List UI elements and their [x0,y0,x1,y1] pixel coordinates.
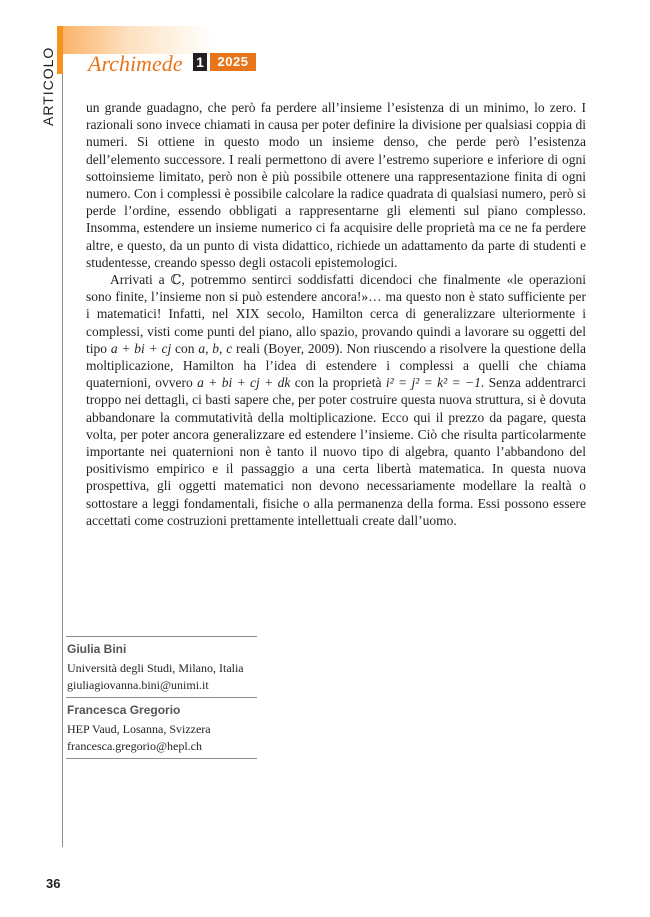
text-run: Arrivati a ℂ, potremmo sentirci soddisfatti dicendoci che finalmente «le operazioni sono finite, l’insieme non si può estendere ancora!»… ma questo non è stato sufficiente per i matematici! Infatti, nel XIX secolo, Hamilton cerca di generalizzare ulteriormente i complessi, visti come punti del piano, allo spazio, provando quindi a lavorare su oggetti del tipo [86,272,586,356]
text-run: reali (Boyer, 2009). Non riuscendo a risolvere la questione della moltiplicazione, Hamilton ha l’idea di estendere i complessi a quelli che chiama quaternioni, ovvero [86,340,587,391]
author-divider [66,636,257,637]
page-number: 36 [46,876,61,891]
author-divider [66,758,257,759]
paragraph [86,271,586,529]
text-run: con la proprietà [290,375,386,391]
math-expression: a + bi + cj [110,340,172,356]
text-run: con [171,340,199,356]
paragraph: un grande guadagno, che però fa perdere all’insieme l’esistenza di un minimo, lo zero. I razionali sono invece chiamati in causa per poter definire la divisione per qualsiasi coppia di numeri. Si ottiene in questo modo un insieme denso, che perde però l’esistenza dell’elemento successore. I reali permettono di avere l’estremo superiore e inferiore di ogni sottoinsieme limitato, però non è più possibile ottenere una rappresentazione finita di ogni numero. Con i complessi è possibile calcolare la radice quadrata di qualsiasi numero, però si perde l’ordine, essendo obbligati a rappresentarne gli elementi sul piano complesso. Insomma, estendere un insieme numerico ci fa acquisire delle proprietà ma ce ne fa perdere altre, e questo, da un punto di vista didattico, richiede un adattamento da parte di studenti e studentesse, creando spesso degli ostacoli epistemologici. [86,100,586,270]
author-divider [66,697,257,698]
year-badge: 2025 [210,53,256,71]
text-run: , [205,340,213,356]
math-expression: i² = j² = k² = −1 [385,375,481,391]
author-affiliation: HEP Vaud, Losanna, Svizzera [67,722,211,736]
author-name: Giulia Bini [67,642,127,656]
article-body [86,99,586,529]
journal-title: Archimede [88,51,183,76]
math-expression: c [226,340,233,356]
math-expression: a + bi + cj + dk [197,375,291,391]
author-email: francesca.gregorio@hepl.ch [67,739,202,753]
author-name: Francesca Gregorio [67,703,181,717]
math-expression: a [198,340,206,356]
text-run: . Senza addentrarci troppo nei dettagli, ci basti sapere che, per poter costruire questa nuova struttura, si è dovuta abbandonare la commutatività della moltiplicazione. Ecco qui il prezzo da pagare, questa volta, per poter ancora generalizzare ed estendere l’insieme. Ciò che risulta particolarmente importante nei quaternioni non è tanto il nuovo tipo di algebra, quanto l’abbandono del positivismo empirico e il passaggio a una certa libertà matematica. In questa nuova prospettiva, gli oggetti matematici non devono necessariamente modellare la realtà o sottostare a leggi fondamentali, fisiche o alla permanenza della forma. Essi possono essere accettati come costruzioni prettamente intellettuali create dall’uomo. [86,375,586,528]
margin-rule [62,30,63,847]
author-email: giuliagiovanna.bini@unimi.it [67,678,209,692]
text-run: , [219,340,227,356]
issue-badge: 1 [193,53,207,71]
author-affiliation: Università degli Studi, Milano, Italia [67,661,244,675]
math-expression: b [212,340,219,356]
section-label: ARTICOLO [40,46,56,126]
header-accent-gradient [63,26,213,54]
